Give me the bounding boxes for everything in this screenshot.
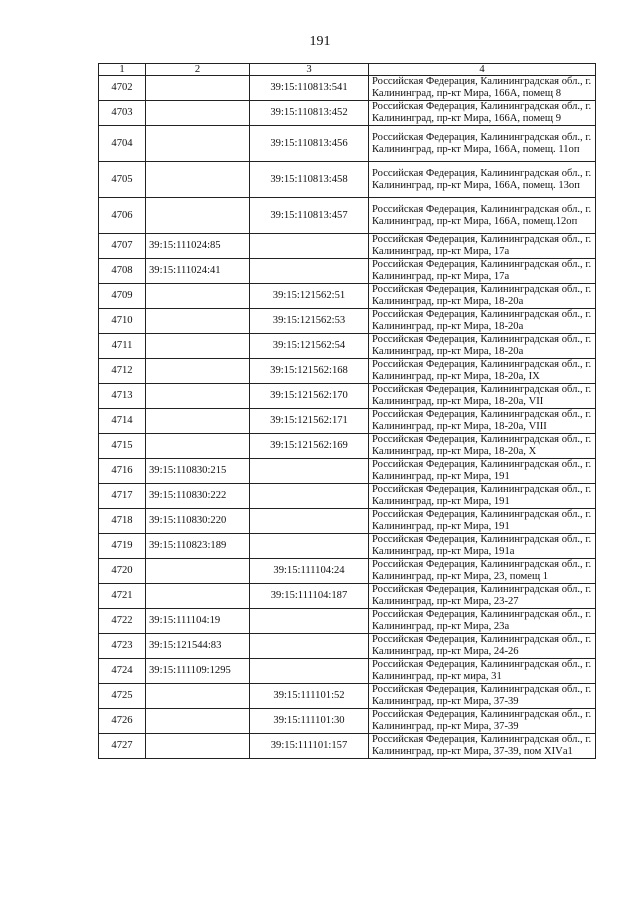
cadastral-number-col2-cell — [146, 684, 250, 709]
table-row — [99, 359, 596, 384]
cadastral-number-col3-cell — [250, 459, 369, 484]
address-cell: Российская Федерация, Калининградская обл., г. Калининград, пр-кт Мира, 191 — [369, 459, 596, 484]
address-cell: Российская Федерация, Калининградская обл., г. Калининград, пр-кт Мира, 18-20а — [369, 309, 596, 334]
address-cell: Российская Федерация, Калининградская обл., г. Калининград, пр-кт Мира, 37-39 — [369, 684, 596, 709]
cadastral-number-col2-cell — [146, 434, 250, 459]
table-row — [99, 484, 596, 509]
table-row — [99, 659, 596, 684]
table-body — [99, 76, 596, 759]
address-cell: Российская Федерация, Калининградская обл., г. Калининград, пр-кт Мира, 166А, помещ.12оп — [369, 198, 596, 234]
table-row — [99, 609, 596, 634]
row-number-cell: 4704 — [99, 126, 146, 162]
cadastral-number-col2-cell: 39:15:111104:19 — [146, 609, 250, 634]
cadastral-number-col3-cell: 39:15:111104:24 — [250, 559, 369, 584]
table-row — [99, 198, 596, 234]
table-row — [99, 409, 596, 434]
cadastral-number-col3-cell: 39:15:121562:171 — [250, 409, 369, 434]
cadastral-number-col3-cell: 39:15:121562:51 — [250, 284, 369, 309]
address-cell: Российская Федерация, Калининградская обл., г. Калининград, пр-кт Мира, 37-39, пом XIVа1 — [369, 734, 596, 759]
cadastral-number-col3-cell: 39:15:110813:458 — [250, 162, 369, 198]
table-row — [99, 101, 596, 126]
cadastral-number-col3-cell: 39:15:121562:169 — [250, 434, 369, 459]
row-number-cell: 4720 — [99, 559, 146, 584]
cadastral-number-col3-cell: 39:15:111101:30 — [250, 709, 369, 734]
cadastral-number-col2-cell: 39:15:111024:85 — [146, 234, 250, 259]
cadastral-number-col2-cell: 39:15:110830:220 — [146, 509, 250, 534]
cadastral-number-col2-cell — [146, 76, 250, 101]
table-row — [99, 584, 596, 609]
page-number: 191 — [309, 34, 331, 49]
cadastral-number-col2-cell — [146, 559, 250, 584]
table-row — [99, 76, 596, 101]
cadastral-number-col3-cell — [250, 484, 369, 509]
cadastral-number-col3-cell: 39:15:110813:456 — [250, 126, 369, 162]
table-row — [99, 259, 596, 284]
row-number-cell: 4707 — [99, 234, 146, 259]
cadastral-number-col2-cell — [146, 126, 250, 162]
table-row — [99, 684, 596, 709]
address-cell: Российская Федерация, Калининградская обл., г. Калининград, пр-кт Мира, 166А, помещ. 13оп — [369, 162, 596, 198]
cadastral-number-col2-cell: 39:15:111109:1295 — [146, 659, 250, 684]
cadastral-number-col3-cell — [250, 609, 369, 634]
row-number-cell: 4716 — [99, 459, 146, 484]
table-row — [99, 734, 596, 759]
cadastral-number-col3-cell — [250, 534, 369, 559]
cadastral-number-col3-cell: 39:15:111101:157 — [250, 734, 369, 759]
cadastral-number-col3-cell — [250, 659, 369, 684]
cadastral-number-col2-cell — [146, 334, 250, 359]
address-cell: Российская Федерация, Калининградская обл., г. Калининград, пр-кт Мира, 191 — [369, 484, 596, 509]
row-number-cell: 4710 — [99, 309, 146, 334]
row-number-cell: 4724 — [99, 659, 146, 684]
cadastral-number-col3-cell — [250, 234, 369, 259]
table-row — [99, 162, 596, 198]
address-cell: Российская Федерация, Калининградская обл., г. Калининград, пр-кт Мира, 17а — [369, 259, 596, 284]
cadastral-number-col2-cell — [146, 101, 250, 126]
header-row — [99, 64, 596, 76]
address-cell: Российская Федерация, Калининградская обл., г. Калининград, пр-кт Мира, 166А, помещ. 11оп — [369, 126, 596, 162]
cadastral-number-col3-cell — [250, 259, 369, 284]
address-cell: Российская Федерация, Калининградская обл., г. Калининград, пр-кт Мира, 18-20а, VIII — [369, 409, 596, 434]
cadastral-number-col2-cell — [146, 309, 250, 334]
cadastral-number-col3-cell: 39:15:121562:53 — [250, 309, 369, 334]
address-cell: Российская Федерация, Калининградская обл., г. Калининград, пр-кт Мира, 23, помещ 1 — [369, 559, 596, 584]
cadastral-number-col3-cell: 39:15:121562:168 — [250, 359, 369, 384]
row-number-cell: 4726 — [99, 709, 146, 734]
address-cell: Российская Федерация, Калининградская обл., г. Калининград, пр-кт Мира, 18-20а — [369, 284, 596, 309]
row-number-cell: 4723 — [99, 634, 146, 659]
table-header — [99, 64, 596, 76]
cadastral-number-col3-cell: 39:15:110813:541 — [250, 76, 369, 101]
cadastral-number-col3-cell: 39:15:111101:52 — [250, 684, 369, 709]
row-number-cell: 4717 — [99, 484, 146, 509]
address-cell: Российская Федерация, Калининградская обл., г. Калининград, пр-кт Мира, 166А, помещ 8 — [369, 76, 596, 101]
address-cell: Российская Федерация, Калининградская обл., г. Калининград, пр-кт Мира, 191 — [369, 509, 596, 534]
table-row — [99, 509, 596, 534]
cadastral-number-col2-cell — [146, 284, 250, 309]
column-header-1: 1 — [99, 64, 146, 76]
row-number-cell: 4719 — [99, 534, 146, 559]
cadastral-number-col3-cell: 39:15:110813:452 — [250, 101, 369, 126]
table-row — [99, 709, 596, 734]
row-number-cell: 4708 — [99, 259, 146, 284]
row-number-cell: 4709 — [99, 284, 146, 309]
row-number-cell: 4722 — [99, 609, 146, 634]
cadastral-number-col2-cell: 39:15:111024:41 — [146, 259, 250, 284]
cadastral-number-col2-cell — [146, 198, 250, 234]
row-number-cell: 4725 — [99, 684, 146, 709]
address-cell: Российская Федерация, Калининградская обл., г. Калининград, пр-кт Мира, 17а — [369, 234, 596, 259]
row-number-cell: 4702 — [99, 76, 146, 101]
cadastral-number-col2-cell: 39:15:110830:222 — [146, 484, 250, 509]
cadastral-number-col3-cell — [250, 634, 369, 659]
row-number-cell: 4711 — [99, 334, 146, 359]
cadastral-number-col2-cell: 39:15:121544:83 — [146, 634, 250, 659]
table-row — [99, 126, 596, 162]
column-header-4: 4 — [369, 64, 596, 76]
address-cell: Российская Федерация, Калининградская обл., г. Калининград, пр-кт Мира, 18-20а, VII — [369, 384, 596, 409]
address-cell: Российская Федерация, Калининградская обл., г. Калининград, пр-кт Мира, 24-26 — [369, 634, 596, 659]
cadastral-number-col2-cell: 39:15:110830:215 — [146, 459, 250, 484]
table-row — [99, 384, 596, 409]
table-row — [99, 634, 596, 659]
row-number-cell: 4712 — [99, 359, 146, 384]
column-header-3: 3 — [250, 64, 369, 76]
table-row — [99, 434, 596, 459]
row-number-cell: 4705 — [99, 162, 146, 198]
cadastral-number-col2-cell — [146, 584, 250, 609]
address-cell: Российская Федерация, Калининградская обл., г. Калининград, пр-кт Мира, 18-20а, X — [369, 434, 596, 459]
address-cell: Российская Федерация, Калининградская обл., г. Калининград, пр-кт Мира, 18-20а — [369, 334, 596, 359]
row-number-cell: 4713 — [99, 384, 146, 409]
cadastral-number-col3-cell: 39:15:121562:54 — [250, 334, 369, 359]
address-cell: Российская Федерация, Калининградская обл., г. Калининград, пр-кт Мира, 23а — [369, 609, 596, 634]
row-number-cell: 4727 — [99, 734, 146, 759]
table-row — [99, 534, 596, 559]
row-number-cell: 4721 — [99, 584, 146, 609]
address-cell: Российская Федерация, Калининградская обл., г. Калининград, пр-кт Мира, 191а — [369, 534, 596, 559]
cadastral-number-col2-cell — [146, 162, 250, 198]
table-row — [99, 234, 596, 259]
address-cell: Российская Федерация, Калининградская обл., г. Калининград, пр-кт Мира, 23-27 — [369, 584, 596, 609]
address-cell: Российская Федерация, Калининградская обл., г. Калининград, пр-кт Мира, 18-20а, IX — [369, 359, 596, 384]
row-number-cell: 4715 — [99, 434, 146, 459]
cadastral-number-col3-cell: 39:15:110813:457 — [250, 198, 369, 234]
address-cell: Российская Федерация, Калининградская обл., г. Калининград, пр-кт Мира, 37-39 — [369, 709, 596, 734]
table-row — [99, 459, 596, 484]
column-header-2: 2 — [146, 64, 250, 76]
row-number-cell: 4714 — [99, 409, 146, 434]
cadastral-number-col2-cell — [146, 409, 250, 434]
cadastral-number-col2-cell — [146, 709, 250, 734]
address-cell: Российская Федерация, Калининградская обл., г. Калининград, пр-кт мира, 31 — [369, 659, 596, 684]
table-row — [99, 334, 596, 359]
table-row — [99, 284, 596, 309]
cadastral-registry-table — [98, 63, 596, 759]
cadastral-number-col3-cell: 39:15:121562:170 — [250, 384, 369, 409]
table-row — [99, 559, 596, 584]
cadastral-number-col3-cell: 39:15:111104:187 — [250, 584, 369, 609]
cadastral-number-col2-cell — [146, 359, 250, 384]
cadastral-number-col2-cell: 39:15:110823:189 — [146, 534, 250, 559]
cadastral-number-col3-cell — [250, 509, 369, 534]
row-number-cell: 4718 — [99, 509, 146, 534]
cadastral-number-col2-cell — [146, 734, 250, 759]
row-number-cell: 4706 — [99, 198, 146, 234]
cadastral-number-col2-cell — [146, 384, 250, 409]
table-row — [99, 309, 596, 334]
address-cell: Российская Федерация, Калининградская обл., г. Калининград, пр-кт Мира, 166А, помещ 9 — [369, 101, 596, 126]
row-number-cell: 4703 — [99, 101, 146, 126]
